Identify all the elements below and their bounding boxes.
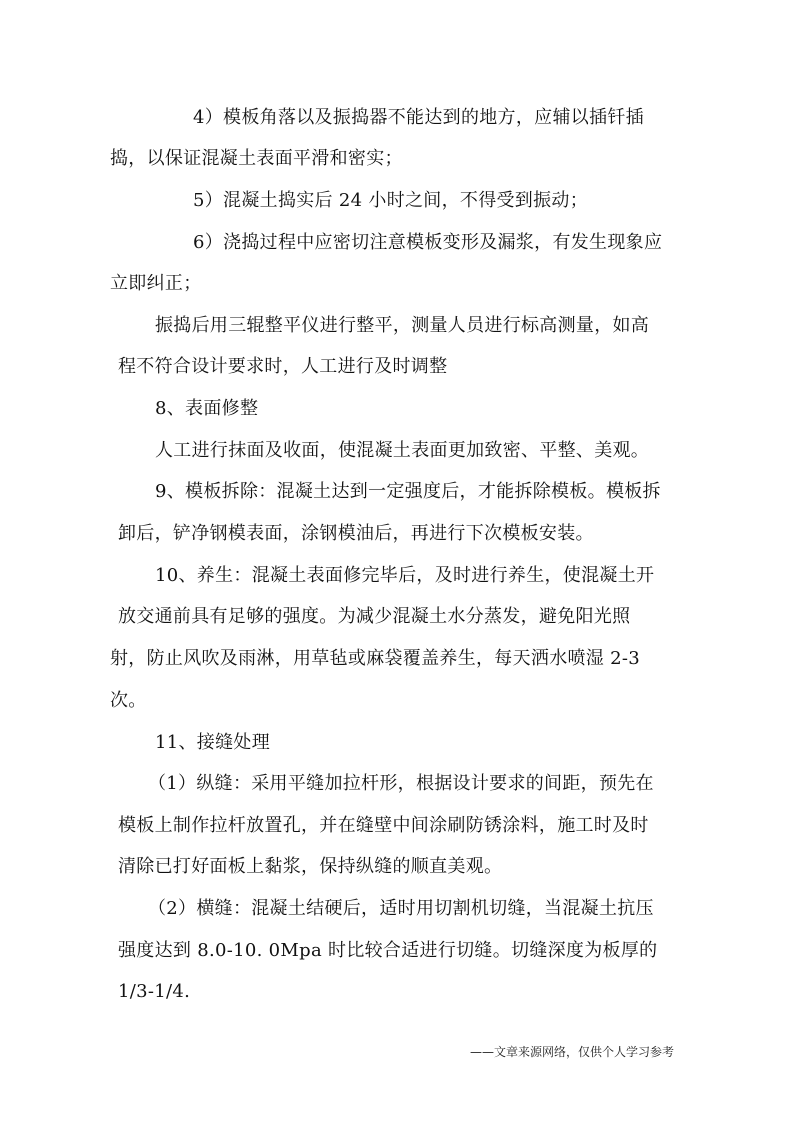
- text-line: 射，防止风吹及雨淋，用草毡或麻袋覆盖养生，每天洒水喷湿 2-3: [110, 648, 641, 669]
- text-line: 放交通前具有足够的强度。为减少混凝土水分蒸发，避免阳光照: [118, 606, 631, 627]
- section-heading: 8、表面修整: [155, 398, 259, 419]
- text-line: 程不符合设计要求时，人工进行及时调整: [118, 356, 448, 377]
- text-line: 9、模板拆除：混凝土达到一定强度后，才能拆除模板。模板拆: [155, 481, 661, 502]
- text-line: 1/3-1/4.: [118, 981, 191, 1002]
- text-line: 人工进行抹面及收面，使混凝土表面更加致密、平整、美观。: [155, 440, 650, 461]
- footer-note: ——文章来源网络，仅供个人学习参考: [470, 1045, 675, 1059]
- text-line: 模板上制作拉杆放置孔，并在缝壁中间涂刷防锈涂料，施工时及时: [118, 815, 649, 836]
- text-line: 6）浇捣过程中应密切注意模板变形及漏浆，有发生现象应: [193, 232, 663, 253]
- text-line: 10、养生：混凝土表面修完毕后，及时进行养生，使混凝土开: [155, 565, 655, 586]
- text-line: （1）纵缝：采用平缝加拉杆形，根据设计要求的间距，预先在: [148, 773, 654, 794]
- text-line: 5）混凝土捣实后 24 小时之间，不得受到振动；: [193, 190, 588, 211]
- text-line: 立即纠正；: [110, 273, 202, 294]
- text-line: 振捣后用三辊整平仪进行整平，测量人员进行标高测量，如高: [155, 315, 650, 336]
- text-line: （2）横缝：混凝土结硬后，适时用切割机切缝，当混凝土抗压: [148, 898, 654, 919]
- section-heading: 11、接缝处理: [155, 732, 271, 753]
- text-line: 捣，以保证混凝土表面平滑和密实；: [110, 148, 403, 169]
- text-line: 卸后，铲净钢模表面，涂钢模油后，再进行下次模板安装。: [118, 523, 594, 544]
- text-line: 4）模板角落以及振捣器不能达到的地方，应辅以插钎插: [193, 107, 644, 128]
- text-line: 强度达到 8.0-10. 0Mpa 时比较合适进行切缝。切缝深度为板厚的: [118, 940, 658, 961]
- text-line: 次。: [110, 690, 147, 711]
- text-line: 清除已打好面板上黏浆，保持纵缝的顺直美观。: [118, 856, 503, 877]
